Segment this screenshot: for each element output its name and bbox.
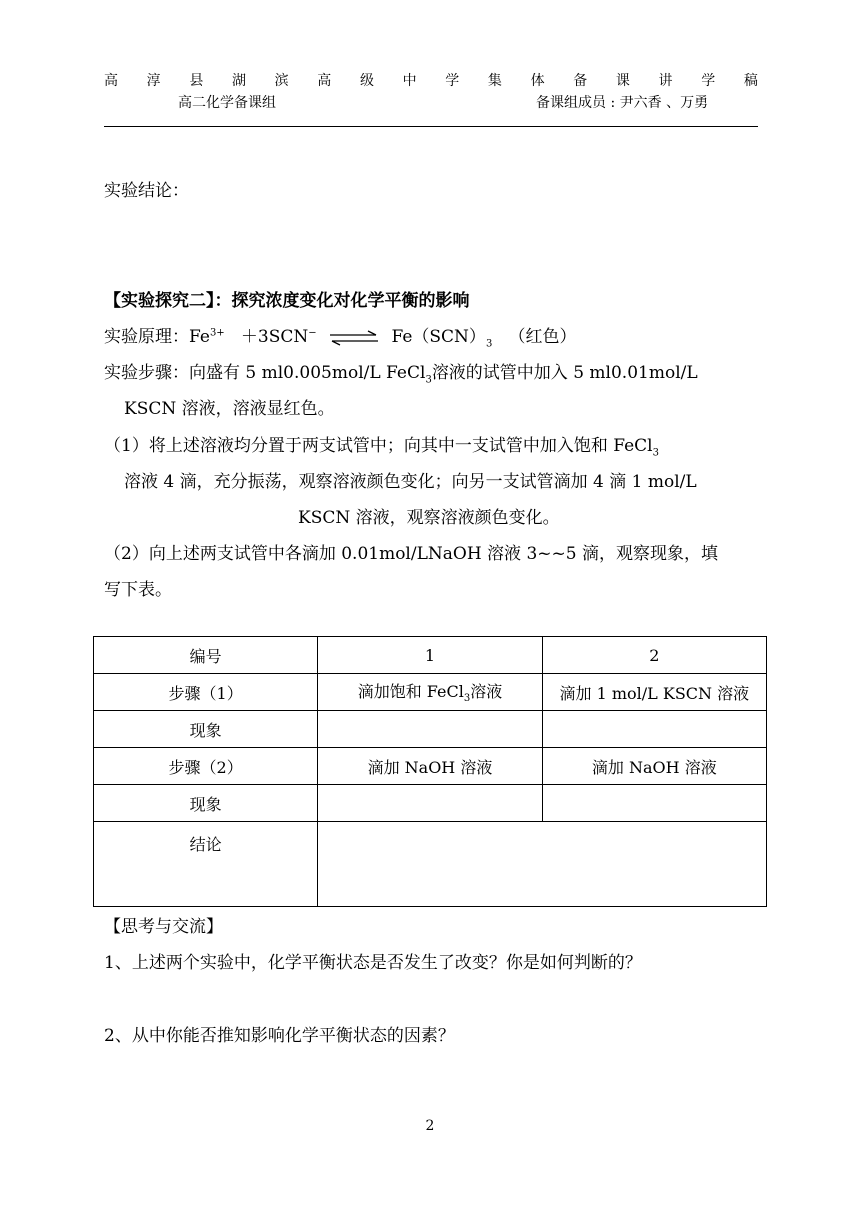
answer-cell[interactable] bbox=[542, 711, 766, 748]
steps-line-2: KSCN 溶液，溶液显红色。 bbox=[124, 399, 335, 419]
table-row bbox=[94, 674, 767, 711]
answer-cell[interactable] bbox=[318, 785, 542, 822]
title-char: 体 bbox=[530, 73, 545, 89]
title-char: 学 bbox=[445, 73, 460, 89]
school-title bbox=[104, 70, 758, 90]
page-number: 2 bbox=[425, 1118, 435, 1134]
iron-charge: 3+ bbox=[209, 327, 225, 339]
table-row bbox=[94, 711, 767, 748]
title-char: 湖 bbox=[231, 73, 246, 89]
cell-sub: 3 bbox=[463, 693, 471, 705]
steps-line-1 bbox=[104, 358, 698, 385]
part1-line-1 bbox=[104, 431, 659, 458]
part2-line-1: （2）向上述两支试管中各滴加 0.01mol/LNaOH 溶液 3~~5 滴，观察现象，填 bbox=[104, 544, 718, 564]
equilibrium-arrow-icon bbox=[328, 330, 380, 346]
product-sub: 3 bbox=[485, 338, 493, 350]
conclusion-label: 实验结论： bbox=[104, 181, 189, 201]
row-label: 结论 bbox=[94, 822, 318, 907]
section-title: 【实验探究二】：探究浓度变化对化学平衡的影响 bbox=[104, 291, 470, 311]
part2-line-2: 写下表。 bbox=[104, 580, 172, 600]
principle-line bbox=[104, 322, 577, 349]
header-cell: 编号 bbox=[94, 637, 318, 674]
thiocyanate-charge: − bbox=[308, 327, 317, 339]
answer-cell[interactable] bbox=[542, 785, 766, 822]
table-row bbox=[94, 637, 767, 674]
principle-label: 实验原理： bbox=[104, 327, 189, 347]
row-label: 步骤（2） bbox=[94, 748, 318, 785]
part1-sub: 3 bbox=[652, 447, 659, 459]
table-row bbox=[94, 785, 767, 822]
header-cell: 1 bbox=[318, 637, 542, 674]
answer-cell[interactable] bbox=[318, 711, 542, 748]
title-char: 学 bbox=[701, 73, 716, 89]
iron-ion: Fe bbox=[189, 327, 210, 347]
steps-text: 实验步骤：向盛有 5 ml0.005mol/L FeCl bbox=[104, 363, 426, 383]
table-cell: 滴加 NaOH 溶液 bbox=[318, 748, 542, 785]
conclusion-answer-cell[interactable] bbox=[318, 822, 767, 907]
title-char: 中 bbox=[402, 73, 417, 89]
steps-sub: 3 bbox=[425, 374, 432, 386]
cell-text: 滴加饱和 FeCl bbox=[357, 682, 464, 702]
group-name: 高二化学备课组 bbox=[178, 95, 276, 111]
title-char: 滨 bbox=[274, 73, 289, 89]
table-cell: 滴加 NaOH 溶液 bbox=[542, 748, 766, 785]
title-char: 县 bbox=[189, 73, 204, 89]
row-label: 步骤（1） bbox=[94, 674, 318, 711]
part1-line-2: 溶液 4 滴，充分振荡，观察溶液颜色变化；向另一支试管滴加 4 滴 1 mol/L bbox=[124, 472, 697, 492]
question-2: 2、从中你能否推知影响化学平衡状态的因素？ bbox=[104, 1026, 455, 1046]
row-label: 现象 bbox=[94, 785, 318, 822]
discussion-title: 【思考与交流】 bbox=[104, 917, 223, 937]
table-row bbox=[94, 822, 767, 907]
product: Fe（SCN） bbox=[391, 327, 486, 347]
part1-text: （1）将上述溶液均分置于两支试管中；向其中一支试管中加入饱和 FeCl bbox=[104, 436, 653, 456]
header-cell: 2 bbox=[542, 637, 766, 674]
part1-line-3: KSCN 溶液，观察溶液颜色变化。 bbox=[298, 508, 560, 528]
table-cell: 滴加 1 mol/L KSCN 溶液 bbox=[542, 674, 766, 711]
cell-text: 溶液 bbox=[470, 682, 503, 702]
group-members: 备课组成员 : 尹六香 、万勇 bbox=[536, 95, 709, 111]
results-table bbox=[93, 636, 767, 907]
thiocyanate: ＋3SCN bbox=[240, 327, 309, 347]
title-char: 淳 bbox=[146, 73, 161, 89]
table-row bbox=[94, 748, 767, 785]
title-char: 稿 bbox=[743, 73, 758, 89]
title-char: 集 bbox=[487, 73, 502, 89]
title-char: 讲 bbox=[658, 73, 673, 89]
title-char: 高 bbox=[317, 73, 332, 89]
title-char: 高 bbox=[104, 73, 118, 89]
title-char: 课 bbox=[615, 73, 630, 89]
table-cell bbox=[318, 674, 542, 711]
row-label: 现象 bbox=[94, 711, 318, 748]
steps-text: 溶液的试管中加入 5 ml0.01mol/L bbox=[431, 363, 698, 383]
header-divider bbox=[104, 126, 758, 127]
color-note: （红色） bbox=[508, 327, 577, 347]
title-char: 备 bbox=[573, 73, 588, 89]
title-char: 级 bbox=[359, 73, 374, 89]
question-1: 1、上述两个实验中，化学平衡状态是否发生了改变？你是如何判断的？ bbox=[104, 953, 642, 973]
